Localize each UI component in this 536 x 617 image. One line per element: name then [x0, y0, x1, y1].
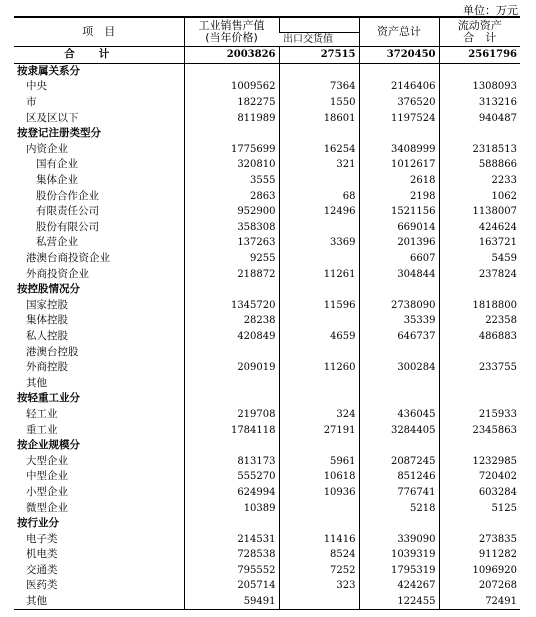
cell-current: 1232985 — [439, 453, 520, 469]
cell-assets: 3284405 — [359, 422, 439, 438]
table-row — [14, 79, 520, 95]
header-sales — [184, 17, 279, 47]
cell-current: 1308093 — [439, 79, 520, 95]
row-label: 中型企业 — [26, 470, 68, 483]
row-label: 国家控股 — [26, 298, 68, 311]
row-label: 市 — [26, 96, 37, 109]
empty-cell — [359, 438, 439, 454]
cell-sales: 420849 — [184, 329, 279, 345]
cell-sales: 205714 — [184, 578, 279, 594]
cell-sales: 2863 — [184, 188, 279, 204]
section-header-row — [14, 63, 520, 79]
header-export: 出口交货值 — [279, 33, 359, 47]
table-row — [14, 313, 520, 329]
cell-current: 2318513 — [439, 142, 520, 158]
cell-current: 1818800 — [439, 298, 520, 314]
total-export: 27515 — [279, 47, 359, 64]
statistics-table-container — [14, 16, 520, 610]
section-label: 按企业规模分 — [17, 439, 80, 452]
cell-current: 2345863 — [439, 422, 520, 438]
table-row — [14, 469, 520, 485]
cell-assets: 1039319 — [359, 547, 439, 563]
cell-current: 1062 — [439, 188, 520, 204]
header-assets-label: 资产总计 — [377, 25, 421, 38]
table-row — [14, 220, 520, 236]
header-assets — [359, 17, 439, 47]
cell-current: 424624 — [439, 220, 520, 236]
row-label: 交通类 — [26, 563, 58, 576]
empty-cell — [279, 63, 359, 79]
cell-current: 273835 — [439, 531, 520, 547]
empty-cell — [439, 282, 520, 298]
section-label: 按轻重工业分 — [17, 392, 80, 405]
header-sales-line2: (当年价格) — [205, 31, 258, 44]
row-label: 轻工业 — [26, 407, 58, 420]
cell-current: 215933 — [439, 407, 520, 423]
header-item — [14, 17, 184, 47]
cell-assets: 646737 — [359, 329, 439, 345]
row-label: 其他 — [26, 376, 47, 389]
cell-sales — [184, 375, 279, 391]
cell-assets: 776741 — [359, 485, 439, 501]
row-label: 中央 — [26, 80, 47, 93]
row-label: 大型企业 — [26, 454, 68, 467]
cell-assets: 1795319 — [359, 563, 439, 579]
header-export-top — [279, 17, 359, 33]
cell-current: 5459 — [439, 251, 520, 267]
cell-sales: 728538 — [184, 547, 279, 563]
table-row — [14, 547, 520, 563]
table-row — [14, 329, 520, 345]
cell-assets: 851246 — [359, 469, 439, 485]
section-header-row — [14, 391, 520, 407]
section-header-row — [14, 126, 520, 142]
cell-current: 603284 — [439, 485, 520, 501]
cell-current: 588866 — [439, 157, 520, 173]
cell-export: 3369 — [279, 235, 359, 251]
row-label: 有限责任公司 — [36, 205, 99, 218]
cell-assets: 436045 — [359, 407, 439, 423]
cell-export: 27191 — [279, 422, 359, 438]
table-row — [14, 142, 520, 158]
cell-export — [279, 594, 359, 610]
cell-sales: 209019 — [184, 360, 279, 376]
cell-sales: 28238 — [184, 313, 279, 329]
cell-current: 72491 — [439, 594, 520, 610]
table-row — [14, 375, 520, 391]
cell-current: 2233 — [439, 173, 520, 189]
section-header-row — [14, 516, 520, 532]
cell-export: 7252 — [279, 563, 359, 579]
cell-export: 7364 — [279, 79, 359, 95]
cell-current: 720402 — [439, 469, 520, 485]
header-current-line1: 流动资产 — [457, 19, 502, 32]
cell-current: 486883 — [439, 329, 520, 345]
cell-assets: 2198 — [359, 188, 439, 204]
cell-export — [279, 220, 359, 236]
cell-assets: 2738090 — [359, 298, 439, 314]
empty-cell — [359, 516, 439, 532]
table-row — [14, 251, 520, 267]
row-label: 私营企业 — [36, 236, 78, 249]
cell-export: 68 — [279, 188, 359, 204]
cell-export — [279, 344, 359, 360]
row-label: 集体控股 — [26, 314, 68, 327]
header-current-line2: 合 计 — [463, 31, 497, 44]
cell-assets: 201396 — [359, 235, 439, 251]
cell-sales: 555270 — [184, 469, 279, 485]
cell-export — [279, 375, 359, 391]
cell-current: 911282 — [439, 547, 520, 563]
header-current — [439, 17, 520, 47]
table-row — [14, 173, 520, 189]
cell-assets: 669014 — [359, 220, 439, 236]
section-label: 按行业分 — [17, 517, 59, 530]
empty-cell — [439, 126, 520, 142]
cell-export: 18601 — [279, 110, 359, 126]
cell-sales: 214531 — [184, 531, 279, 547]
row-label: 其他 — [26, 595, 47, 608]
cell-assets: 2618 — [359, 173, 439, 189]
row-label: 股份合作企业 — [36, 189, 99, 202]
cell-current: 22358 — [439, 313, 520, 329]
table-row — [14, 344, 520, 360]
cell-current: 1138007 — [439, 204, 520, 220]
empty-cell — [184, 391, 279, 407]
table-body — [14, 47, 520, 610]
row-label: 电子类 — [26, 532, 58, 545]
cell-assets: 6607 — [359, 251, 439, 267]
cell-sales: 813173 — [184, 453, 279, 469]
cell-current: 5125 — [439, 500, 520, 516]
total-current: 2561796 — [439, 47, 520, 64]
section-label: 按登记注册类型分 — [17, 127, 101, 140]
empty-cell — [279, 391, 359, 407]
cell-assets: 35339 — [359, 313, 439, 329]
unit-label: 单位：万元 — [463, 4, 518, 17]
empty-cell — [184, 126, 279, 142]
table-row — [14, 578, 520, 594]
table-row — [14, 500, 520, 516]
total-row — [14, 47, 520, 64]
cell-sales: 9255 — [184, 251, 279, 267]
row-label: 重工业 — [26, 423, 58, 436]
header-sales-line1: 工业销售产值 — [198, 19, 265, 32]
table-row — [14, 531, 520, 547]
cell-sales: 320810 — [184, 157, 279, 173]
table-header — [14, 17, 520, 47]
cell-export — [279, 251, 359, 267]
table-row — [14, 453, 520, 469]
cell-export: 1550 — [279, 95, 359, 111]
section-label: 按隶属关系分 — [17, 64, 80, 77]
section-header-row — [14, 438, 520, 454]
table-row — [14, 188, 520, 204]
cell-current: 233755 — [439, 360, 520, 376]
cell-current: 940487 — [439, 110, 520, 126]
empty-cell — [279, 438, 359, 454]
cell-export: 11596 — [279, 298, 359, 314]
cell-export: 324 — [279, 407, 359, 423]
cell-assets — [359, 375, 439, 391]
empty-cell — [184, 63, 279, 79]
cell-current: 313216 — [439, 95, 520, 111]
cell-sales: 137263 — [184, 235, 279, 251]
table-row — [14, 110, 520, 126]
cell-assets: 1521156 — [359, 204, 439, 220]
cell-export: 5961 — [279, 453, 359, 469]
cell-sales: 10389 — [184, 500, 279, 516]
table-row — [14, 204, 520, 220]
cell-sales: 795552 — [184, 563, 279, 579]
row-label: 外商控股 — [26, 361, 68, 374]
table-row — [14, 235, 520, 251]
cell-sales: 218872 — [184, 266, 279, 282]
table-row — [14, 266, 520, 282]
cell-assets: 424267 — [359, 578, 439, 594]
cell-export: 323 — [279, 578, 359, 594]
table-row — [14, 485, 520, 501]
table-row — [14, 422, 520, 438]
row-label: 集体企业 — [36, 174, 78, 187]
empty-cell — [184, 516, 279, 532]
cell-export: 321 — [279, 157, 359, 173]
total-sales: 2003826 — [184, 47, 279, 64]
cell-export: 11261 — [279, 266, 359, 282]
cell-sales: 219708 — [184, 407, 279, 423]
cell-export: 10936 — [279, 485, 359, 501]
empty-cell — [439, 63, 520, 79]
empty-cell — [184, 438, 279, 454]
cell-export: 4659 — [279, 329, 359, 345]
empty-cell — [184, 282, 279, 298]
cell-sales: 1345720 — [184, 298, 279, 314]
cell-sales: 624994 — [184, 485, 279, 501]
empty-cell — [279, 282, 359, 298]
row-label: 内资企业 — [26, 142, 68, 155]
cell-assets — [359, 344, 439, 360]
statistics-table — [14, 16, 520, 610]
row-label: 微型企业 — [26, 501, 68, 514]
empty-cell — [279, 126, 359, 142]
cell-sales: 182275 — [184, 95, 279, 111]
cell-assets: 122455 — [359, 594, 439, 610]
empty-cell — [359, 391, 439, 407]
cell-current: 237824 — [439, 266, 520, 282]
empty-cell — [359, 126, 439, 142]
cell-sales: 59491 — [184, 594, 279, 610]
cell-export: 8524 — [279, 547, 359, 563]
section-label: 按控股情况分 — [17, 283, 80, 296]
cell-sales: 358308 — [184, 220, 279, 236]
cell-sales: 1009562 — [184, 79, 279, 95]
cell-sales: 1775699 — [184, 142, 279, 158]
cell-export — [279, 173, 359, 189]
cell-assets: 2087245 — [359, 453, 439, 469]
cell-assets: 376520 — [359, 95, 439, 111]
row-label: 港澳台控股 — [26, 345, 79, 358]
cell-export — [279, 313, 359, 329]
cell-export — [279, 500, 359, 516]
empty-cell — [359, 282, 439, 298]
row-label: 区及区以下 — [26, 111, 79, 124]
empty-cell — [359, 63, 439, 79]
cell-current: 207268 — [439, 578, 520, 594]
cell-assets: 339090 — [359, 531, 439, 547]
total-label: 合计 — [14, 47, 184, 64]
table-row — [14, 157, 520, 173]
table-row — [14, 360, 520, 376]
cell-export: 16254 — [279, 142, 359, 158]
cell-sales — [184, 344, 279, 360]
row-label: 小型企业 — [26, 485, 68, 498]
cell-export: 11260 — [279, 360, 359, 376]
cell-assets: 300284 — [359, 360, 439, 376]
cell-assets: 5218 — [359, 500, 439, 516]
header-item-label: 项 目 — [82, 25, 116, 38]
cell-current — [439, 375, 520, 391]
row-label: 股份有限公司 — [36, 220, 99, 233]
cell-assets: 1197524 — [359, 110, 439, 126]
empty-cell — [279, 516, 359, 532]
cell-export: 10618 — [279, 469, 359, 485]
cell-assets: 304844 — [359, 266, 439, 282]
table-row — [14, 563, 520, 579]
cell-current: 1096920 — [439, 563, 520, 579]
row-label: 港澳台商投资企业 — [26, 252, 110, 265]
cell-sales: 811989 — [184, 110, 279, 126]
total-assets: 3720450 — [359, 47, 439, 64]
table-row — [14, 95, 520, 111]
cell-export: 11416 — [279, 531, 359, 547]
cell-assets: 3408999 — [359, 142, 439, 158]
empty-cell — [439, 516, 520, 532]
section-header-row — [14, 282, 520, 298]
cell-sales: 952900 — [184, 204, 279, 220]
cell-assets: 2146406 — [359, 79, 439, 95]
table-row — [14, 594, 520, 610]
empty-cell — [439, 438, 520, 454]
row-label: 医药类 — [26, 579, 58, 592]
cell-sales: 3555 — [184, 173, 279, 189]
cell-sales: 1784118 — [184, 422, 279, 438]
row-label: 机电类 — [26, 548, 58, 561]
row-label: 国有企业 — [36, 158, 78, 171]
empty-cell — [439, 391, 520, 407]
row-label: 私人控股 — [26, 329, 68, 342]
cell-export: 12496 — [279, 204, 359, 220]
cell-current — [439, 344, 520, 360]
table-row — [14, 407, 520, 423]
cell-current: 163721 — [439, 235, 520, 251]
table-row — [14, 298, 520, 314]
cell-assets: 1012617 — [359, 157, 439, 173]
row-label: 外商投资企业 — [26, 267, 89, 280]
